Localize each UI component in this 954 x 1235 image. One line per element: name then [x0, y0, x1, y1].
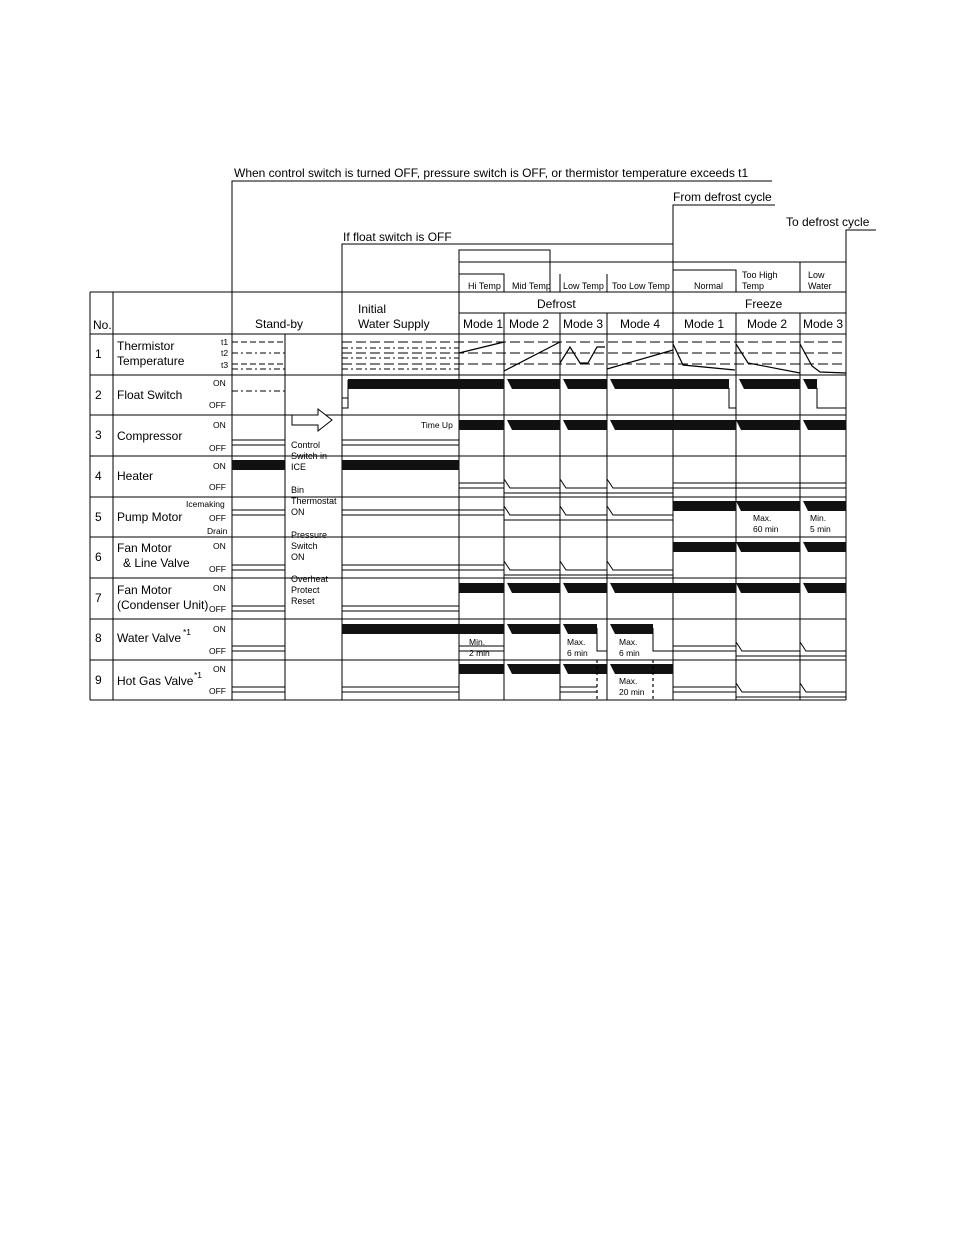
- row-name: Compressor: [117, 429, 183, 443]
- on-bar: [736, 542, 800, 552]
- on-bar: [563, 420, 607, 430]
- row-no: 8: [95, 631, 102, 645]
- row-state: t3: [221, 360, 229, 370]
- on-bar: [610, 624, 653, 634]
- on-bar: [459, 583, 504, 593]
- signal-line: [560, 479, 607, 488]
- on-bar: [232, 460, 285, 470]
- on-bar: [736, 420, 800, 430]
- transition-note: Control: [291, 440, 321, 450]
- cond-hi-temp: Hi Temp: [468, 281, 501, 291]
- cond-normal: Normal: [694, 281, 724, 291]
- note-min-value: 2 min: [469, 648, 490, 658]
- col-defrost-mode-4: Mode 4: [620, 317, 661, 331]
- signal-line: [504, 506, 560, 515]
- row-state: OFF: [209, 686, 226, 696]
- transition-note: ON: [291, 507, 305, 517]
- on-bar: [803, 501, 846, 511]
- row-state: ON: [213, 461, 226, 471]
- cond-mid-temp: Mid Temp: [512, 281, 551, 291]
- row-no: 2: [95, 388, 102, 402]
- col-defrost-mode-3: Mode 3: [563, 317, 604, 331]
- on-bar: [507, 420, 560, 430]
- col-freeze-mode-1: Mode 1: [684, 317, 725, 331]
- signal-line: [736, 642, 800, 651]
- row-state: OFF: [209, 564, 226, 574]
- on-bar: [610, 664, 673, 674]
- cond-too-high-2: Temp: [742, 281, 765, 291]
- col-freeze-mode-2: Mode 2: [747, 317, 788, 331]
- on-bar: [563, 624, 597, 634]
- col-defrost-mode-2: Mode 2: [509, 317, 550, 331]
- cond-low-water-1: Low: [808, 270, 825, 280]
- transition-note: ON: [291, 552, 305, 562]
- row-no: 1: [95, 347, 102, 361]
- row-state: OFF: [209, 646, 226, 656]
- row-name: Temperature: [117, 354, 185, 368]
- on-bar: [736, 583, 800, 593]
- note-min-value: 5 min: [810, 524, 831, 534]
- col-freeze-mode-3: Mode 3: [803, 317, 844, 331]
- row-name: Pump Motor: [117, 510, 183, 524]
- arrow-right-icon: [292, 409, 332, 431]
- row-name: Fan Motor: [117, 583, 172, 597]
- time-up-label: Time Up: [421, 420, 453, 430]
- cond-too-low-temp: Too Low Temp: [612, 281, 670, 291]
- on-bar: [563, 379, 607, 389]
- row-name: Water Valve: [117, 631, 182, 645]
- note-max-value: 20 min: [619, 687, 645, 697]
- on-bar: [342, 460, 459, 470]
- on-bar: [803, 379, 817, 389]
- row-no: 9: [95, 673, 102, 687]
- transition-note: Switch: [291, 541, 318, 551]
- signal-line: [607, 561, 673, 570]
- on-bar: [673, 420, 736, 430]
- note-max-value: 6 min: [619, 648, 640, 658]
- row-state: ON: [213, 583, 226, 593]
- signal-line: [504, 561, 560, 570]
- thermistor-curves: [459, 342, 846, 373]
- row-state: Drain: [207, 526, 228, 536]
- row-no: 4: [95, 469, 102, 483]
- col-no: No.: [93, 318, 112, 332]
- cond-too-high-1: Too High: [742, 270, 778, 280]
- row-state: ON: [213, 624, 226, 634]
- signal-line: [560, 561, 607, 570]
- transition-notes: [291, 440, 337, 606]
- row-no: 5: [95, 510, 102, 524]
- on-bar: [610, 379, 673, 389]
- on-bar: [507, 583, 560, 593]
- transition-note: Pressure: [291, 530, 328, 540]
- float-off-label: If float switch is OFF: [343, 230, 452, 244]
- on-bar: [342, 624, 504, 634]
- note-max: Max.: [619, 637, 638, 647]
- transition-note: Switch in: [291, 451, 328, 461]
- row-state: t1: [221, 337, 229, 347]
- row-state: OFF: [209, 400, 226, 410]
- signal-line: [597, 628, 607, 651]
- note-min: Min.: [469, 637, 486, 647]
- on-bar: [673, 379, 729, 389]
- row-name: Heater: [117, 469, 154, 483]
- note-max: Max.: [753, 513, 772, 523]
- col-defrost-mode-1: Mode 1: [463, 317, 504, 331]
- row-state: ON: [213, 541, 226, 551]
- on-bar: [610, 583, 673, 593]
- row-no: 3: [95, 428, 102, 442]
- col-defrost: Defrost: [537, 297, 576, 311]
- row-labels: [95, 337, 228, 696]
- on-bar: [803, 420, 846, 430]
- note-min: Min.: [810, 513, 827, 523]
- row-state: ON: [213, 378, 226, 388]
- row-state: ON: [213, 420, 226, 430]
- col-initial-2: Water Supply: [358, 317, 430, 331]
- on-bar: [459, 420, 504, 430]
- col-initial-1: Initial: [358, 302, 387, 316]
- signal-line: [504, 479, 560, 488]
- row-name: Fan Motor: [117, 541, 172, 555]
- from-defrost-label: From defrost cycle: [673, 190, 772, 204]
- header-brackets: [232, 181, 876, 292]
- on-bar: [739, 379, 800, 389]
- signal-line: [736, 683, 800, 692]
- on-bar: [563, 664, 607, 674]
- row-no: 7: [95, 591, 102, 605]
- signal-line: [607, 479, 673, 488]
- thermistor-levels: [232, 342, 846, 369]
- row-name: Thermistor: [117, 339, 175, 353]
- on-bar: [507, 664, 560, 674]
- transition-note: ICE: [291, 462, 307, 472]
- row-name: (Condenser Unit): [117, 598, 209, 612]
- note-max: Max.: [567, 637, 586, 647]
- top-note: When control switch is turned OFF, pressure switch is OFF, or thermistor temperature exceeds t1: [234, 166, 749, 180]
- signal-line: [800, 642, 846, 651]
- cond-low-temp: Low Temp: [563, 281, 604, 291]
- on-bar: [803, 583, 846, 593]
- note-max-value: 6 min: [567, 648, 588, 658]
- on-bar: [563, 583, 607, 593]
- on-bar: [673, 542, 736, 552]
- on-bar: [673, 501, 736, 511]
- on-bar: [610, 420, 673, 430]
- note-max: Max.: [619, 676, 638, 686]
- on-bar: [673, 583, 736, 593]
- row-name: Hot Gas Valve: [117, 674, 194, 688]
- row-no: 6: [95, 550, 102, 564]
- timing-lines: [232, 440, 846, 697]
- row-state: OFF: [209, 443, 226, 453]
- transition-note: Reset: [291, 596, 315, 606]
- on-bar: [348, 379, 504, 389]
- row-sup: *1: [194, 670, 203, 680]
- transition-note: Protect: [291, 585, 320, 595]
- row-name: & Line Valve: [123, 556, 190, 570]
- row-state: ON: [213, 664, 226, 674]
- row-state: Icemaking: [186, 499, 225, 509]
- row-state: OFF: [209, 513, 226, 523]
- transition-note: Bin: [291, 485, 305, 495]
- on-bar: [507, 379, 560, 389]
- signal-line: [653, 628, 673, 651]
- cond-low-water-2: Water: [808, 281, 832, 291]
- row-name: Float Switch: [117, 388, 183, 402]
- signal-line: [607, 506, 673, 515]
- row-state: OFF: [209, 604, 226, 614]
- signal-line: [800, 683, 846, 692]
- on-bar: [803, 542, 846, 552]
- row-state: OFF: [209, 482, 226, 492]
- col-freeze: Freeze: [745, 297, 783, 311]
- transition-note: Overheat: [291, 574, 329, 584]
- on-bar: [736, 501, 800, 511]
- on-bar: [459, 664, 504, 674]
- note-max-value: 60 min: [753, 524, 779, 534]
- row-sup: *1: [183, 627, 192, 637]
- transition-note: Thermostat: [291, 496, 337, 506]
- row-state: t2: [221, 348, 229, 358]
- col-standby: Stand-by: [255, 317, 304, 331]
- to-defrost-label: To defrost cycle: [786, 215, 870, 229]
- signal-line: [560, 506, 607, 515]
- on-bar: [507, 624, 560, 634]
